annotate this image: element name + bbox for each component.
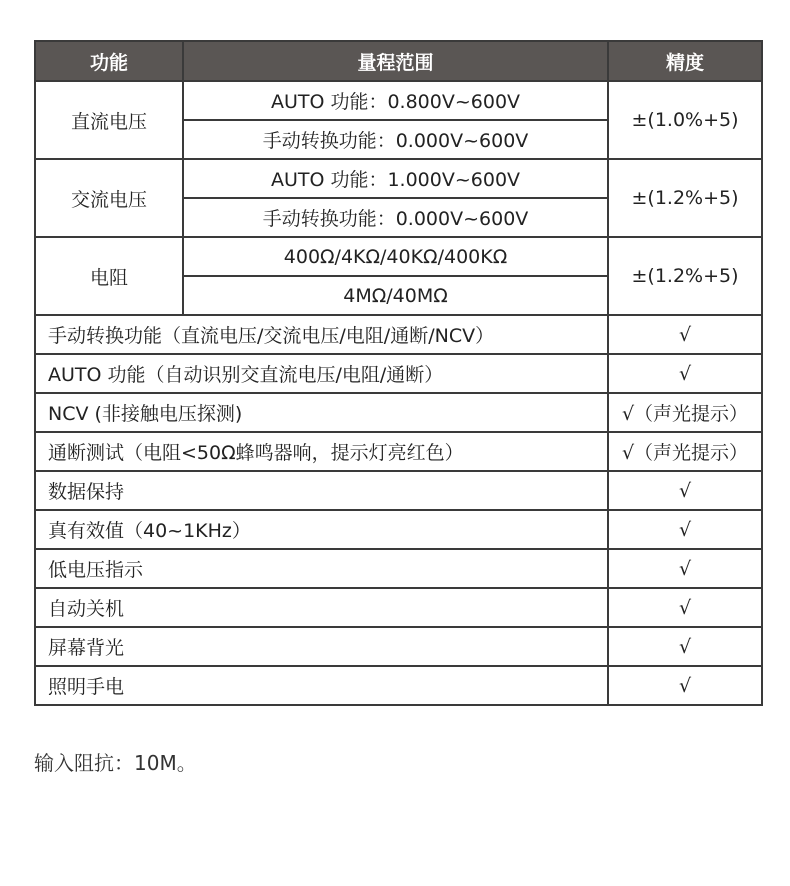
feature-row — [35, 627, 762, 666]
feature-label: 通断测试（电阻<50Ω蜂鸣器响，提示灯亮红色） — [35, 432, 608, 471]
feature-row — [35, 432, 762, 471]
range-cell: AUTO 功能：1.000V~600V — [183, 159, 608, 198]
feature-row — [35, 393, 762, 432]
feature-value: √ — [608, 354, 762, 393]
accuracy-cell: ±(1.2%+5) — [608, 159, 762, 237]
table-row — [35, 159, 762, 198]
input-impedance-note: 输入阻抗：10M。 — [34, 751, 197, 775]
feature-value: √ — [608, 666, 762, 705]
feature-row — [35, 471, 762, 510]
feature-row — [35, 315, 762, 354]
header-range: 量程范围 — [183, 41, 608, 81]
table-row — [35, 237, 762, 276]
feature-label: 屏幕背光 — [35, 627, 608, 666]
range-cell: 手动转换功能：0.000V~600V — [183, 120, 608, 159]
header-function: 功能 — [35, 41, 183, 81]
function-cell: 电阻 — [35, 237, 183, 315]
feature-value: √ — [608, 510, 762, 549]
feature-row — [35, 588, 762, 627]
feature-value: √ — [608, 315, 762, 354]
feature-label: 照明手电 — [35, 666, 608, 705]
feature-value: √ — [608, 627, 762, 666]
range-cell: 手动转换功能：0.000V~600V — [183, 198, 608, 237]
feature-label: 自动关机 — [35, 588, 608, 627]
spec-table — [34, 40, 763, 706]
feature-label: 数据保持 — [35, 471, 608, 510]
feature-label: AUTO 功能（自动识别交直流电压/电阻/通断） — [35, 354, 608, 393]
feature-row — [35, 549, 762, 588]
header-accuracy: 精度 — [608, 41, 762, 81]
feature-label: 低电压指示 — [35, 549, 608, 588]
feature-value: √（声光提示） — [608, 432, 762, 471]
header-row — [35, 41, 762, 81]
function-cell: 交流电压 — [35, 159, 183, 237]
range-cell: 4MΩ/40MΩ — [183, 276, 608, 315]
range-cell: AUTO 功能：0.800V~600V — [183, 81, 608, 120]
function-cell: 直流电压 — [35, 81, 183, 159]
feature-value: √（声光提示） — [608, 393, 762, 432]
range-cell: 400Ω/4KΩ/40KΩ/400KΩ — [183, 237, 608, 276]
feature-label: 真有效值（40~1KHz） — [35, 510, 608, 549]
feature-label: 手动转换功能（直流电压/交流电压/电阻/通断/NCV） — [35, 315, 608, 354]
feature-value: √ — [608, 588, 762, 627]
feature-row — [35, 666, 762, 705]
accuracy-cell: ±(1.2%+5) — [608, 237, 762, 315]
table-row — [35, 81, 762, 120]
feature-row — [35, 354, 762, 393]
feature-value: √ — [608, 471, 762, 510]
feature-value: √ — [608, 549, 762, 588]
feature-row — [35, 510, 762, 549]
accuracy-cell: ±(1.0%+5) — [608, 81, 762, 159]
feature-label: NCV (非接触电压探测) — [35, 393, 608, 432]
